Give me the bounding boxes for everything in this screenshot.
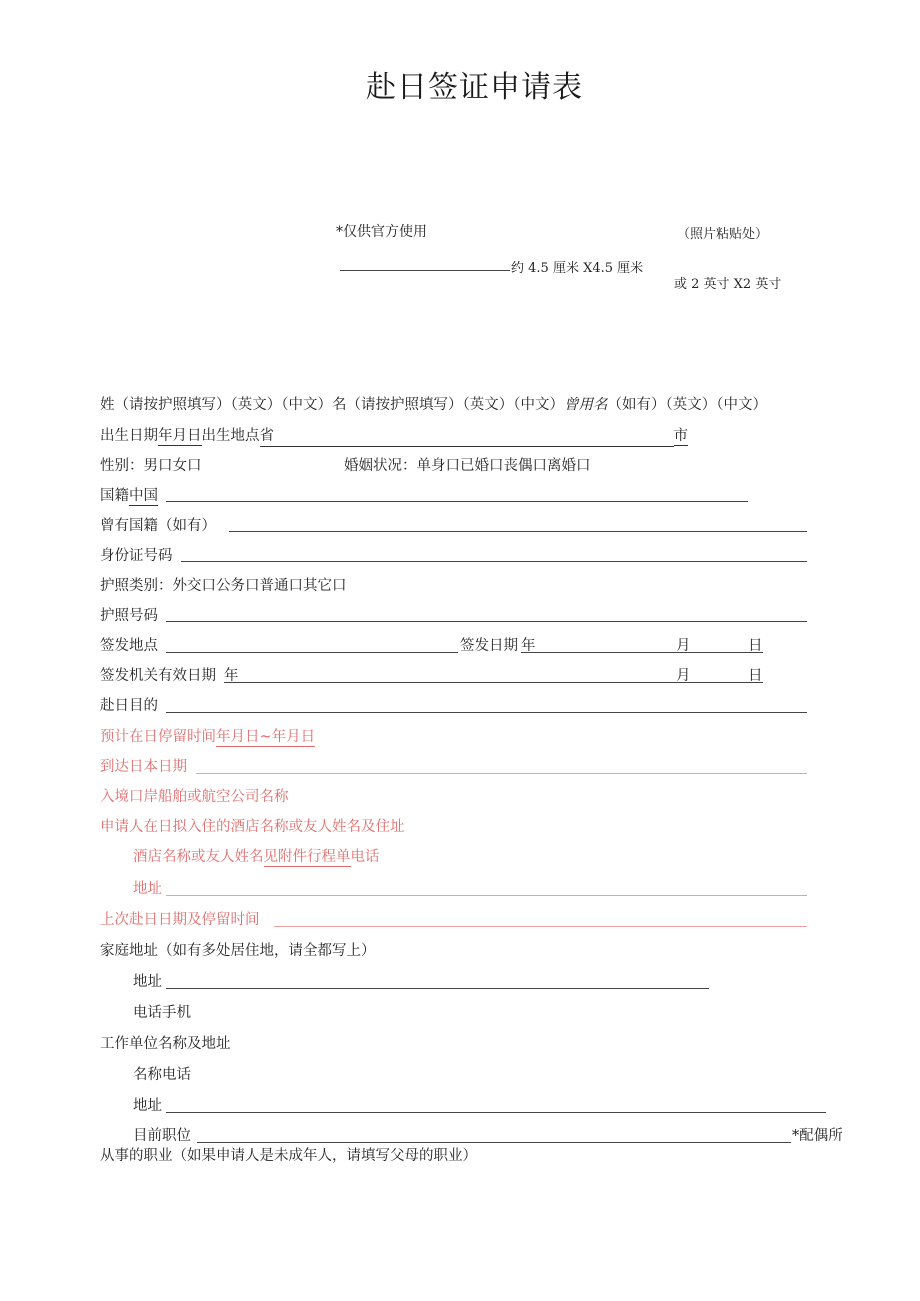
official-use-label: *仅供官方使用 [336,224,427,240]
hotel-phone-label: 电话 [350,849,380,865]
arrival-date-label: 到达日本日期 [100,759,187,775]
id-number-label: 身份证号码 [100,548,173,564]
issue-date-label: 签发日期 [460,638,518,654]
former-name-rest: （如有）（英文）（中文） [607,397,767,413]
home-address-line[interactable] [166,988,709,989]
last-visit-line[interactable] [274,926,807,927]
authority-label: 签发机关有效日期 [100,668,216,684]
entry-port-label: 入境口岸船舶或航空公司名称 [100,789,289,805]
work-address-line[interactable] [166,1112,826,1113]
position-label: 目前职位 [133,1128,191,1144]
given-name-label: 名（请按护照填写）（英文）（中文） [332,397,564,413]
nationality-row [100,487,158,505]
arrival-date-line[interactable] [196,773,807,774]
former-nationality-label: 曾有国籍（如有） [100,518,216,534]
photo-label: （照片粘贴处） [677,227,769,242]
birth-date-label: 出生日期 [100,428,158,444]
position-line[interactable] [197,1142,791,1143]
authority-year-label: 年 [224,668,239,684]
city-label: 市 [673,428,688,444]
nationality-line[interactable] [166,501,748,502]
passport-type-field[interactable]: 护照类别：外交口公务口普通口其它口 [100,578,347,594]
issue-month-label: 月 [676,638,691,654]
id-number-line[interactable] [181,561,807,562]
issue-date-line[interactable] [521,652,763,653]
hotel-heading: 申请人在日拟入住的酒店名称或友人姓名及住址 [100,819,405,835]
work-heading: 工作单位名称及地址 [100,1036,231,1052]
authority-day-label: 日 [748,668,763,684]
hotel-row [133,848,380,866]
former-nationality-line[interactable] [229,531,807,532]
nationality-value: 中国 [129,488,158,504]
stay-row [100,728,315,746]
surname-label: 姓（请按护照填写）（英文）（中文） [100,397,332,413]
photo-size-in: 或 2 英寸 X2 英寸 [674,277,782,292]
stay-field[interactable]: 年月日~年月日 [216,729,316,745]
nationality-label: 国籍 [100,488,129,504]
birth-place-label: 出生地点 [201,428,260,444]
passport-number-label: 护照号码 [100,608,158,624]
birth-place-field[interactable] [260,427,674,447]
issue-place-line[interactable] [166,652,458,653]
issue-place-label: 签发地点 [100,638,158,654]
home-heading: 家庭地址（如有多处居住地，请全都写上） [100,943,376,959]
hotel-name-label: 酒店名称或友人姓名 [133,849,264,865]
spouse-occupation-label: 从事的职业（如果申请人是未成年人，请填写父母的职业） [100,1148,477,1164]
name-row [100,396,767,414]
former-name-label: 曾用名 [564,397,608,413]
stay-label: 预计在日停留时间 [100,729,216,745]
purpose-label: 赴日目的 [100,698,158,714]
hotel-name-field[interactable]: 见附件行程单 [263,849,351,865]
photo-size-cm: 约 4.5 厘米 X4.5 厘米 [511,261,644,276]
birth-date-field[interactable]: 年月日 [158,428,202,444]
sex-field[interactable]: 性别：男口女口 [100,458,202,474]
hotel-address-label: 地址 [133,881,162,897]
authority-month-label: 月 [676,668,691,684]
issue-day-label: 日 [748,638,763,654]
work-name-phone-label: 名称电话 [133,1067,191,1083]
page-title: 赴日签证申请表 [366,70,583,105]
home-phone-label: 电话手机 [133,1005,191,1021]
province-label: 省 [259,428,274,444]
spouse-prefix: *配偶所 [792,1128,843,1144]
issue-year-label: 年 [521,638,536,654]
birth-row [100,427,688,447]
purpose-line[interactable] [166,712,807,713]
work-address-label: 地址 [133,1098,162,1114]
hotel-address-line[interactable] [166,895,807,896]
passport-number-line[interactable] [166,621,807,622]
marital-status-field[interactable]: 婚姻状况：单身口已婚口丧偶口离婚口 [344,458,591,474]
last-visit-label: 上次赴日日期及停留时间 [100,912,260,928]
official-use-line [340,270,510,271]
home-address-label: 地址 [133,974,162,990]
